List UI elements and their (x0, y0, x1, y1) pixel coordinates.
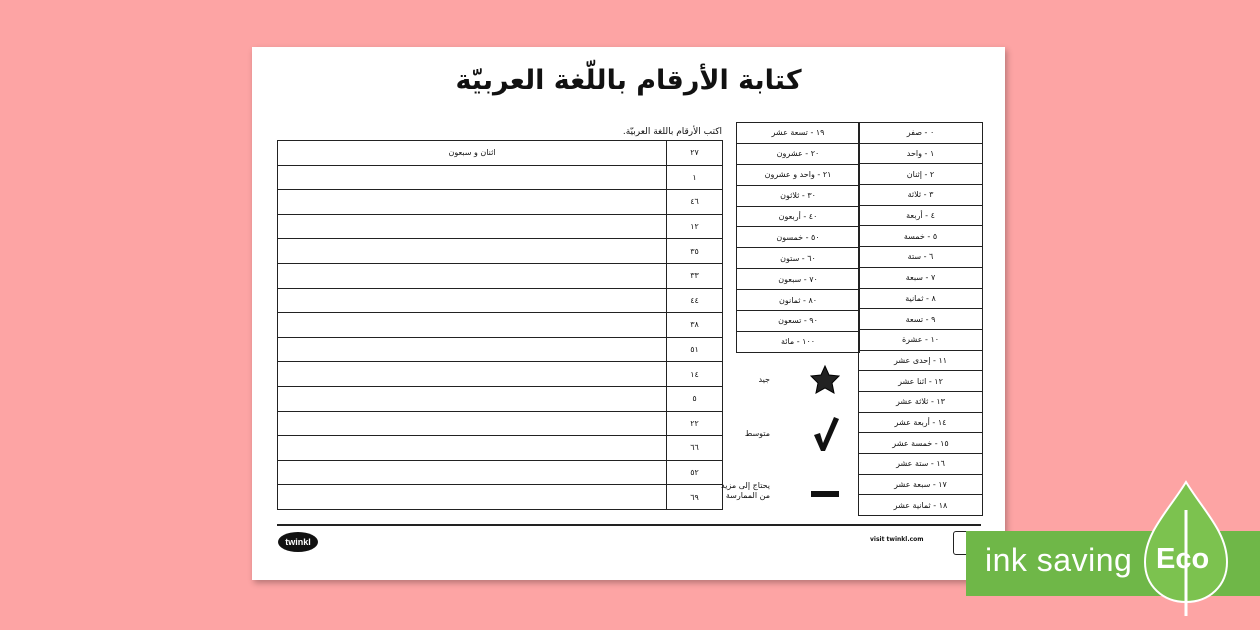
reference-units-row (859, 247, 983, 268)
legend-good (736, 363, 858, 413)
reference-tens-cell: ٤٠ - أربعون (737, 206, 860, 227)
footer-url[interactable]: visit twinkl.com (870, 536, 924, 543)
exercise-row (278, 337, 723, 362)
exercise-number: ٤٦ (667, 190, 723, 215)
reference-units-cell: ١٦ - ستة عشر (859, 454, 983, 475)
reference-units-cell: ٢ - إثنان (859, 164, 983, 185)
reference-tens-row (737, 227, 860, 248)
exercise-number: ٣٨ (667, 313, 723, 338)
reference-units-cell: ٣ - ثلاثة (859, 185, 983, 206)
reference-tens-row (737, 331, 860, 352)
star-icon (808, 363, 842, 397)
exercise-number: ٦٦ (667, 436, 723, 461)
exercise-answer-field[interactable] (278, 485, 667, 510)
reference-units-row (859, 267, 983, 288)
reference-tens-cell: ١٠٠ - مائة (737, 331, 860, 352)
reference-units-cell: ٩ - تسعة (859, 309, 983, 330)
exercise-row (278, 313, 723, 338)
exercise-number: ٥١ (667, 337, 723, 362)
exercise-answer-field[interactable] (278, 436, 667, 461)
worksheet-title: كتابة الأرقام باللّغة العربيّة (455, 65, 802, 96)
checkmark-icon (808, 413, 842, 453)
exercise-answer-field[interactable]: اثنان و سبعون (278, 141, 667, 166)
reference-units-cell: ٧ - سبعة (859, 267, 983, 288)
exercise-answer-field[interactable] (278, 337, 667, 362)
exercise-number: ٥ (667, 386, 723, 411)
reference-units-cell: ٥ - خمسة (859, 226, 983, 247)
exercise-answer-field[interactable] (278, 460, 667, 485)
reference-tens-row (737, 269, 860, 290)
reference-tens-row (737, 123, 860, 144)
exercise-number: ٢٢ (667, 411, 723, 436)
exercise-number: ٢٧ (667, 141, 723, 166)
legend-good-label: جيد (758, 375, 770, 384)
reference-units-cell: ١٣ - ثلاثة عشر (859, 391, 983, 412)
reference-units-cell: ١ - واحد (859, 143, 983, 164)
reference-units-cell: ١٤ - أربعة عشر (859, 412, 983, 433)
exercise-number: ٤٤ (667, 288, 723, 313)
reference-units-row (859, 474, 983, 495)
reference-units-row (859, 205, 983, 226)
exercise-answer-field[interactable] (278, 411, 667, 436)
twinkl-logo-text: twinkl (285, 537, 311, 547)
legend-needs-practice (721, 473, 858, 523)
exercise-row (278, 190, 723, 215)
exercise-number: ٦٩ (667, 485, 723, 510)
reference-units-row (859, 185, 983, 206)
reference-tens-cell: ٢٠ - عشرون (737, 143, 860, 164)
exercise-number: ١ (667, 165, 723, 190)
reference-tens-cell: ٦٠ - ستون (737, 248, 860, 269)
twinkl-logo (277, 531, 319, 553)
exercise-answer-field[interactable] (278, 214, 667, 239)
exercise-row (278, 165, 723, 190)
reference-units-cell: ٠ - صفر (859, 123, 983, 144)
exercise-answer-field[interactable] (278, 263, 667, 288)
reference-units-row (859, 454, 983, 475)
reference-units-row (859, 329, 983, 350)
reference-units-cell: ١٧ - سبعة عشر (859, 474, 983, 495)
reference-units-row (859, 433, 983, 454)
exercise-row (278, 436, 723, 461)
reference-units-row (859, 123, 983, 144)
reference-tens-cell: ٣٠ - ثلاثون (737, 185, 860, 206)
instruction-text: اكتب الأرقام باللغة العربيّة. (622, 127, 722, 137)
reference-tens-row (737, 143, 860, 164)
footer-divider (277, 524, 981, 526)
reference-units-cell: ٤ - أربعة (859, 205, 983, 226)
reference-tens-row (737, 311, 860, 332)
reference-units-row (859, 164, 983, 185)
reference-units-cell: ١١ - إحدى عشر (859, 350, 983, 371)
reference-units-row (859, 412, 983, 433)
reference-units-cell: ١٢ - اثنا عشر (859, 371, 983, 392)
exercise-number: ١٢ (667, 214, 723, 239)
reference-tens-row (737, 164, 860, 185)
exercise-answer-field[interactable] (278, 362, 667, 387)
reference-units-cell: ١٨ - ثمانية عشر (859, 495, 983, 516)
reference-units-table (858, 122, 983, 516)
eco-badge-text: ink saving (985, 542, 1133, 578)
exercise-table (277, 140, 723, 510)
reference-units-row (859, 495, 983, 516)
reference-tens-row (737, 206, 860, 227)
reference-tens-row (737, 185, 860, 206)
reference-units-cell: ٦ - ستة (859, 247, 983, 268)
exercise-row (278, 411, 723, 436)
exercise-number: ٣٥ (667, 239, 723, 264)
reference-tens-row (737, 290, 860, 311)
reference-tens-cell: ٢١ - واحد و عشرون (737, 164, 860, 185)
exercise-answer-field[interactable] (278, 239, 667, 264)
exercise-answer-field[interactable] (278, 288, 667, 313)
reference-units-cell: ٨ - ثمانية (859, 288, 983, 309)
exercise-row (278, 239, 723, 264)
exercise-row (278, 362, 723, 387)
reference-units-row (859, 309, 983, 330)
exercise-row (278, 386, 723, 411)
reference-units-row (859, 350, 983, 371)
reference-tens-cell: ٩٠ - تسعون (737, 311, 860, 332)
exercise-row (278, 263, 723, 288)
legend-needs-practice-label: يحتاج إلى مزيد من الممارسة (721, 481, 770, 500)
exercise-number: ١٤ (667, 362, 723, 387)
exercise-answer-field[interactable] (278, 386, 667, 411)
exercise-number: ٥٢ (667, 460, 723, 485)
exercise-row (278, 485, 723, 510)
reference-units-row (859, 143, 983, 164)
dash-icon (808, 489, 842, 499)
eco-badge-label: Eco (1156, 543, 1210, 575)
reference-tens-table (736, 122, 860, 353)
reference-tens-cell: ١٩ - تسعة عشر (737, 123, 860, 144)
exercise-answer-field[interactable] (278, 313, 667, 338)
exercise-row (278, 214, 723, 239)
exercise-row (278, 288, 723, 313)
reference-units-row (859, 288, 983, 309)
reference-units-row (859, 226, 983, 247)
reference-units-cell: ١٥ - خمسة عشر (859, 433, 983, 454)
exercise-row (278, 460, 723, 485)
exercise-answer-field[interactable] (278, 190, 667, 215)
reference-tens-cell: ٨٠ - ثمانون (737, 290, 860, 311)
reference-units-row (859, 371, 983, 392)
reference-units-cell: ١٠ - عشرة (859, 329, 983, 350)
reference-tens-cell: ٧٠ - سبعون (737, 269, 860, 290)
legend-average (736, 413, 858, 463)
reference-tens-cell: ٥٠ - خمسون (737, 227, 860, 248)
exercise-answer-field[interactable] (278, 165, 667, 190)
exercise-row (278, 141, 723, 166)
reference-tens-row (737, 248, 860, 269)
worksheet-page (252, 47, 1005, 580)
reference-units-row (859, 391, 983, 412)
legend-average-label: متوسط (744, 429, 770, 438)
assessment-legend (721, 353, 858, 518)
exercise-number: ٣٣ (667, 263, 723, 288)
